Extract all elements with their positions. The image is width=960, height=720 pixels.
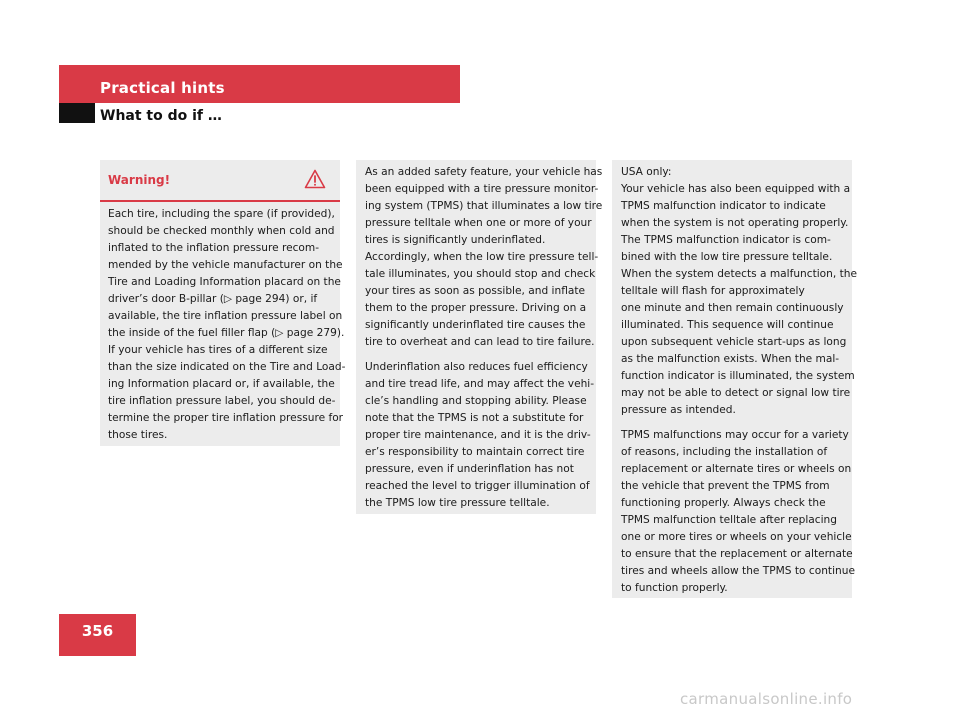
text-line: as the malfunction exists. When the mal-: [621, 353, 840, 365]
tpms-malfunction-box: [612, 160, 857, 598]
text-line: ing Information placard or, if available, the: [108, 378, 335, 390]
text-line: ing system (TPMS) that illuminates a low tire: [365, 200, 603, 212]
text-line: pressure, even if underinflation has not: [365, 463, 574, 475]
text-line: USA only:: [621, 166, 672, 178]
text-line: TPMS malfunctions may occur for a variety: [621, 429, 849, 441]
text-line: tire to overheat and can lead to tire failure.: [365, 336, 595, 348]
text-line: may not be able to detect or signal low tire: [621, 387, 851, 399]
text-line: replacement or alternate tires or wheels on: [621, 463, 852, 475]
paragraph: [621, 164, 857, 419]
warning-triangle-icon: [304, 169, 326, 189]
text-line: than the size indicated on the Tire and Load-: [108, 361, 346, 373]
tpms-info-box: [356, 160, 603, 514]
paragraph: [365, 164, 603, 351]
text-line: When the system detects a malfunction, the: [621, 268, 857, 280]
text-line: Your vehicle has also been equipped with a: [621, 183, 851, 195]
watermark: carmanualsonline.info: [680, 690, 853, 708]
text-line: Underinflation also reduces fuel efficiency: [365, 361, 588, 373]
text-line: mended by the vehicle manufacturer on the: [108, 259, 343, 271]
text-line: to function properly.: [621, 582, 728, 594]
page-number-box: [59, 614, 136, 656]
text-line: er’s responsibility to maintain correct tire: [365, 446, 585, 458]
text-line: the vehicle that prevent the TPMS from: [621, 480, 830, 492]
text-line: reached the level to trigger illumination of: [365, 480, 590, 492]
text-line: Accordingly, when the low tire pressure tell-: [365, 251, 599, 263]
text-line: As an added safety feature, your vehicle has: [365, 166, 603, 178]
warning-title: Warning!: [108, 173, 171, 187]
text-line: functioning properly. Always check the: [621, 497, 826, 509]
text-line: inflated to the inflation pressure recom-: [108, 242, 320, 254]
text-line: of reasons, including the installation of: [621, 446, 828, 458]
text-line: Each tire, including the spare (if provided),: [108, 208, 335, 220]
text-line: the inside of the fuel filler flap (▷ page 279).: [108, 327, 345, 339]
text-line: tires and wheels allow the TPMS to continue: [621, 565, 855, 577]
text-line: illuminated. This sequence will continue: [621, 319, 834, 331]
text-line: pressure as intended.: [621, 404, 736, 416]
text-line: them to the proper pressure. Driving on a: [365, 302, 587, 314]
text-line: proper tire maintenance, and it is the driv-: [365, 429, 591, 441]
text-line: those tires.: [108, 429, 168, 441]
text-line: If your vehicle has tires of a different size: [108, 344, 328, 356]
text-line: note that the TPMS is not a substitute for: [365, 412, 584, 424]
text-line: TPMS malfunction indicator to indicate: [621, 200, 826, 212]
text-line: telltale will flash for approximately: [621, 285, 805, 297]
text-line: when the system is not operating properly.: [621, 217, 849, 229]
paragraph: [621, 427, 855, 597]
text-line: one or more tires or wheels on your vehicle: [621, 531, 852, 543]
paragraph: [365, 359, 593, 512]
text-line: your tires as soon as possible, and inflate: [365, 285, 586, 297]
text-line: tale illuminates, you should stop and check: [365, 268, 596, 280]
page-number: 356: [81, 622, 114, 640]
text-line: available, the tire inflation pressure label on: [108, 310, 343, 322]
page-subtitle: What to do if …: [100, 108, 222, 124]
section-title: Practical hints: [100, 79, 225, 97]
text-line: tires is significantly underinflated.: [365, 234, 546, 246]
text-line: significantly underinflated tire causes the: [365, 319, 586, 331]
text-line: upon subsequent vehicle start-ups as long: [621, 336, 847, 348]
text-line: driver’s door B-pillar (▷ page 294) or, if: [108, 293, 318, 305]
text-line: cle’s handling and stopping ability. Please: [365, 395, 587, 407]
warning-header: [100, 160, 340, 202]
text-line: function indicator is illuminated, the system: [621, 370, 855, 382]
warning-box: [100, 160, 346, 446]
tpms-malfunction-text: [621, 164, 857, 605]
text-line: Tire and Loading Information placard on the: [108, 276, 341, 288]
text-line: the TPMS low tire pressure telltale.: [365, 497, 550, 509]
text-line: TPMS malfunction telltale after replacing: [621, 514, 837, 526]
text-line: pressure telltale when one or more of your: [365, 217, 592, 229]
text-line: tire inflation pressure label, you should de-: [108, 395, 336, 407]
warning-text: [108, 206, 346, 444]
text-line: one minute and then remain continuously: [621, 302, 844, 314]
text-line: termine the proper tire inflation pressure for: [108, 412, 344, 424]
text-line: been equipped with a tire pressure monitor-: [365, 183, 599, 195]
text-line: bined with the low tire pressure telltale.: [621, 251, 833, 263]
text-line: to ensure that the replacement or alternate: [621, 548, 853, 560]
header-tab-marker: [59, 103, 95, 123]
text-line: The TPMS malfunction indicator is com-: [621, 234, 831, 246]
tpms-info-text: [365, 164, 603, 520]
text-line: and tire tread life, and may affect the vehi-: [365, 378, 595, 390]
text-line: should be checked monthly when cold and: [108, 225, 335, 237]
